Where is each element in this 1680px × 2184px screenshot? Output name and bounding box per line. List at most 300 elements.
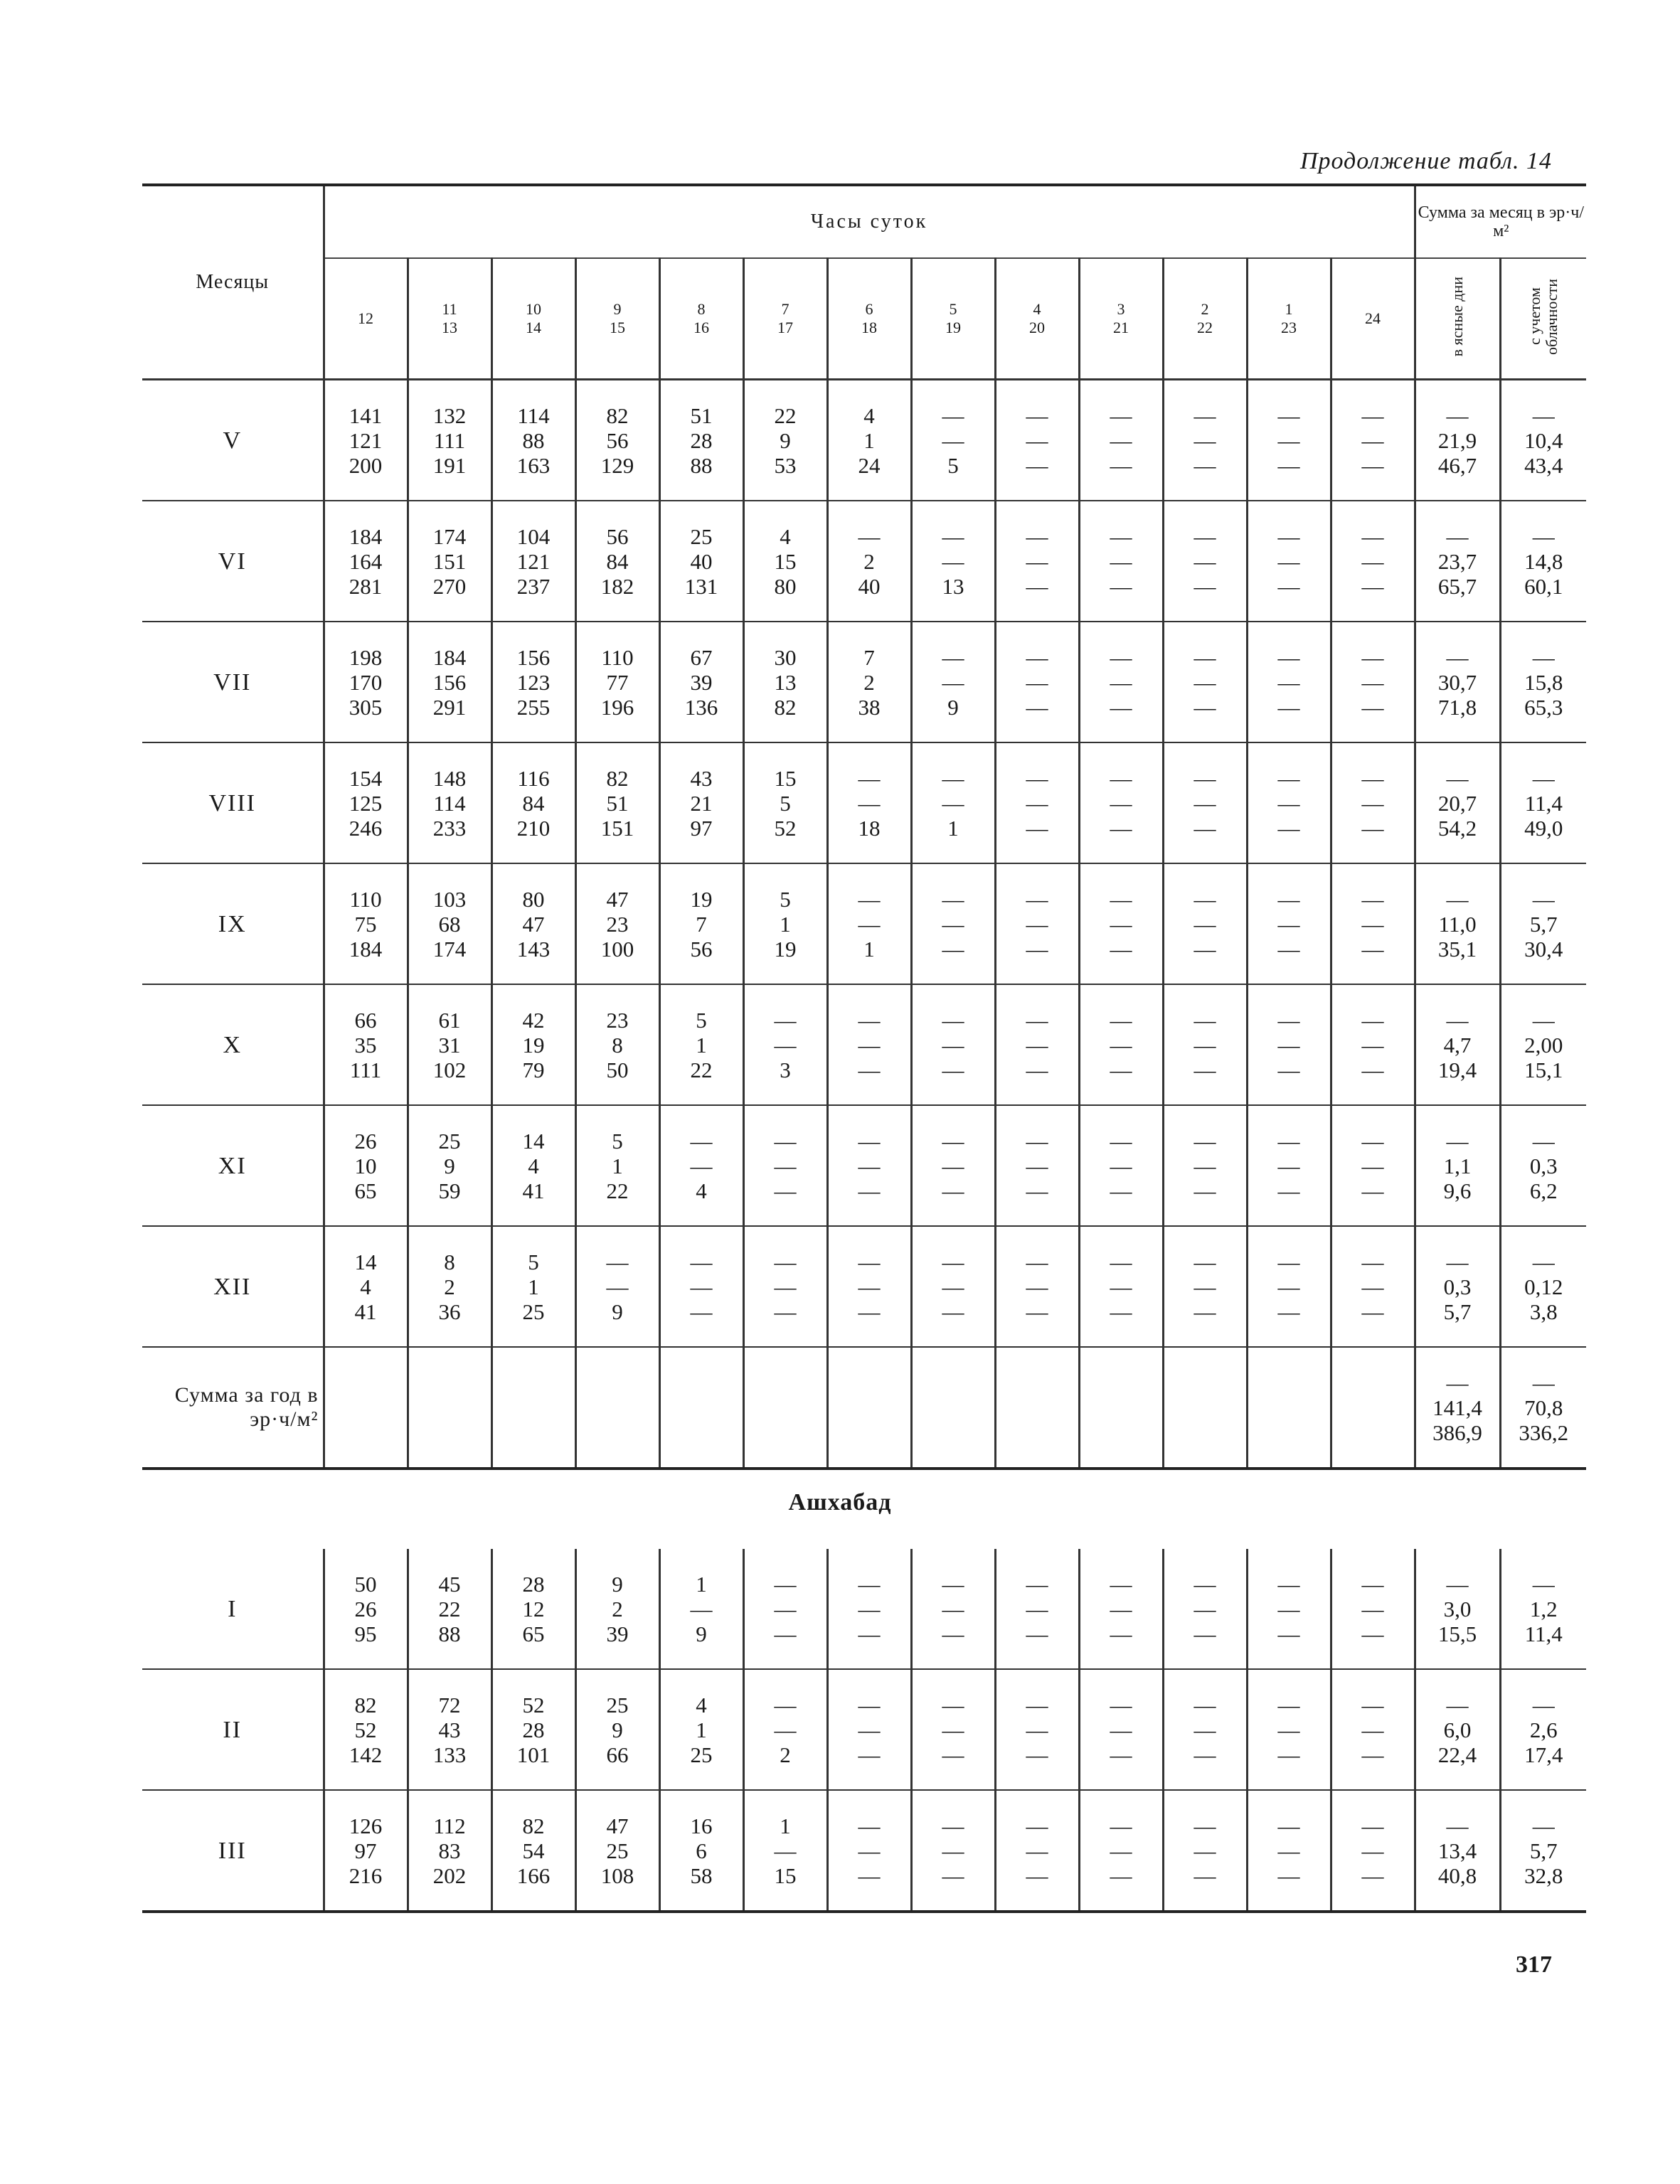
sum-value: 5,7 bbox=[1529, 911, 1558, 937]
cell-value: 54 bbox=[522, 1838, 545, 1863]
cell-value: 1 bbox=[696, 1571, 707, 1597]
cell-value: — bbox=[942, 427, 964, 453]
cell-value: — bbox=[1361, 573, 1384, 599]
hour-cell bbox=[1331, 1790, 1415, 1912]
cell-value: — bbox=[1110, 694, 1132, 720]
cell-value: 80 bbox=[774, 573, 797, 599]
hour-label: 12 bbox=[358, 309, 373, 327]
cell-value: — bbox=[606, 1274, 629, 1299]
sum-value: — bbox=[1446, 765, 1469, 791]
cell-value: — bbox=[1361, 1178, 1384, 1203]
cell-value: — bbox=[1026, 1717, 1048, 1742]
hour-cell bbox=[324, 1347, 408, 1469]
cell-value: — bbox=[1277, 1007, 1300, 1033]
hour-cell bbox=[995, 1549, 1079, 1669]
cell-value: — bbox=[1110, 452, 1132, 478]
cell-value: 13 bbox=[942, 573, 964, 599]
hour-cell bbox=[1163, 1226, 1247, 1347]
cell-value: 8 bbox=[444, 1249, 455, 1274]
sum-value: 19,4 bbox=[1437, 1057, 1477, 1082]
sum-cell bbox=[1500, 1669, 1586, 1790]
cell-value: — bbox=[1277, 1571, 1300, 1597]
hour-cell bbox=[911, 1790, 995, 1912]
cell-value: 52 bbox=[522, 1692, 545, 1717]
hour-cell bbox=[324, 1790, 408, 1912]
cell-value: 1 bbox=[696, 1032, 707, 1058]
sum-value: — bbox=[1532, 644, 1555, 670]
cell-value: 82 bbox=[606, 403, 629, 428]
cell-value: — bbox=[942, 1178, 964, 1203]
sum-value: 1,2 bbox=[1529, 1596, 1558, 1621]
cell-value: — bbox=[1110, 1863, 1132, 1888]
hour-cell bbox=[827, 742, 911, 863]
cell-value: — bbox=[1361, 644, 1384, 670]
hour-cell bbox=[659, 380, 743, 501]
cell-value: — bbox=[858, 1128, 881, 1154]
cell-value: — bbox=[1277, 1596, 1300, 1621]
cell-value: — bbox=[1277, 815, 1300, 841]
cell-value: — bbox=[858, 1571, 881, 1597]
hour-cell bbox=[1331, 622, 1415, 742]
sum-value: 14,8 bbox=[1524, 548, 1563, 574]
hour-cell bbox=[1331, 380, 1415, 501]
cell-value: — bbox=[1277, 1032, 1300, 1058]
cell-value: — bbox=[1277, 1813, 1300, 1838]
sum-cell bbox=[1500, 1226, 1586, 1347]
hour-cell bbox=[1163, 1549, 1247, 1669]
sum-value: — bbox=[1446, 1370, 1469, 1395]
hour-label: 6 bbox=[865, 300, 873, 318]
cell-value: — bbox=[1277, 573, 1300, 599]
sum-value: 0,3 bbox=[1443, 1274, 1472, 1299]
sum-value: — bbox=[1532, 523, 1555, 549]
cell-value: — bbox=[1026, 1692, 1048, 1717]
sum-value: 65,3 bbox=[1524, 694, 1563, 720]
hour-cell bbox=[995, 622, 1079, 742]
sum-value: — bbox=[1446, 1571, 1469, 1597]
cell-value: 97 bbox=[354, 1838, 377, 1863]
cell-value: 24 bbox=[858, 452, 881, 478]
hour-cell bbox=[1079, 1226, 1163, 1347]
cell-value: — bbox=[606, 1249, 629, 1274]
cell-value: — bbox=[774, 1717, 797, 1742]
hour-cell bbox=[743, 1549, 827, 1669]
cell-value: — bbox=[1110, 548, 1132, 574]
hour-cell bbox=[1331, 1226, 1415, 1347]
hour-cell bbox=[491, 1347, 575, 1469]
cell-value: 39 bbox=[690, 669, 713, 695]
cell-value: 28 bbox=[522, 1571, 545, 1597]
ashgabat-table bbox=[142, 1549, 1586, 1913]
sum-cell bbox=[1500, 984, 1586, 1105]
cell-value: — bbox=[1361, 1128, 1384, 1154]
cell-value: — bbox=[1361, 1007, 1384, 1033]
cell-value: — bbox=[1026, 1813, 1048, 1838]
cell-value: — bbox=[1193, 886, 1216, 912]
cell-value: 72 bbox=[438, 1692, 461, 1717]
cell-value: — bbox=[858, 1596, 881, 1621]
cell-value: — bbox=[1277, 1863, 1300, 1888]
cell-value: 100 bbox=[600, 936, 634, 962]
cell-value: 19 bbox=[690, 886, 713, 912]
sum-cell bbox=[1415, 622, 1500, 742]
cell-value: 25 bbox=[606, 1838, 629, 1863]
cell-value: 28 bbox=[690, 427, 713, 453]
hour-cell bbox=[827, 380, 911, 501]
cell-value: — bbox=[1110, 911, 1132, 937]
cell-value: — bbox=[1110, 765, 1132, 791]
cell-value: — bbox=[1110, 886, 1132, 912]
hour-cell bbox=[491, 622, 575, 742]
cell-value: 142 bbox=[349, 1742, 383, 1767]
cell-value: 66 bbox=[606, 1742, 629, 1767]
sum-value: 43,4 bbox=[1524, 452, 1563, 478]
month-label: XI bbox=[142, 1105, 324, 1226]
table-row bbox=[142, 863, 1586, 984]
cell-value: — bbox=[1277, 1128, 1300, 1154]
cell-value: 237 bbox=[516, 573, 551, 599]
hour-column-header bbox=[659, 258, 743, 380]
sum-value: 60,1 bbox=[1524, 573, 1563, 599]
month-label: VIII bbox=[142, 742, 324, 863]
cell-value: — bbox=[1361, 1742, 1384, 1767]
cell-value: 166 bbox=[516, 1863, 551, 1888]
cell-value: 143 bbox=[516, 936, 551, 962]
cell-value: 174 bbox=[432, 936, 467, 962]
cell-value: 59 bbox=[438, 1178, 461, 1203]
sum-cell bbox=[1415, 1669, 1500, 1790]
cell-value: 43 bbox=[438, 1717, 461, 1742]
cell-value: 4 bbox=[360, 1274, 371, 1299]
cell-value: — bbox=[1277, 1692, 1300, 1717]
cell-value: 246 bbox=[349, 815, 383, 841]
hour-label: 17 bbox=[777, 319, 793, 336]
cell-value: — bbox=[1110, 1178, 1132, 1203]
cell-value: — bbox=[1193, 765, 1216, 791]
cell-value: 61 bbox=[438, 1007, 461, 1033]
hour-cell bbox=[1247, 380, 1331, 501]
cell-value: — bbox=[1110, 1249, 1132, 1274]
cell-value: 68 bbox=[438, 911, 461, 937]
cell-value: 270 bbox=[432, 573, 467, 599]
cell-value: 41 bbox=[522, 1178, 545, 1203]
sum-column-label: в ясные дни bbox=[1448, 276, 1467, 357]
cell-value: 22 bbox=[774, 403, 797, 428]
cell-value: — bbox=[1193, 1032, 1216, 1058]
cell-value: — bbox=[1277, 548, 1300, 574]
cell-value: 151 bbox=[432, 548, 467, 574]
cell-value: 255 bbox=[516, 694, 551, 720]
sum-value: — bbox=[1446, 644, 1469, 670]
cell-value: 21 bbox=[690, 790, 713, 816]
cell-value: 110 bbox=[349, 886, 382, 912]
cell-value: — bbox=[1026, 790, 1048, 816]
hour-cell bbox=[911, 1669, 995, 1790]
cell-value: 4 bbox=[696, 1692, 707, 1717]
hour-label: 1 bbox=[1285, 300, 1293, 318]
cell-value: — bbox=[1193, 790, 1216, 816]
hour-cell bbox=[324, 1105, 408, 1226]
sum-cell bbox=[1500, 863, 1586, 984]
hour-cell bbox=[1079, 501, 1163, 622]
cell-value: 216 bbox=[349, 1863, 383, 1888]
sum-cell bbox=[1500, 1790, 1586, 1912]
cell-value: 79 bbox=[522, 1057, 545, 1082]
sum-cell bbox=[1500, 1549, 1586, 1669]
cell-value: 110 bbox=[601, 644, 634, 670]
sum-value: 2,00 bbox=[1524, 1032, 1563, 1058]
cell-value: 141 bbox=[349, 403, 383, 428]
cell-value: — bbox=[1110, 1299, 1132, 1324]
cell-value: — bbox=[1361, 1813, 1384, 1838]
hour-cell bbox=[1247, 1549, 1331, 1669]
cell-value: 15 bbox=[774, 548, 797, 574]
cell-value: — bbox=[1193, 1299, 1216, 1324]
hour-label: 8 bbox=[697, 300, 706, 318]
hour-cell bbox=[575, 1347, 659, 1469]
cell-value: 58 bbox=[690, 1863, 713, 1888]
cell-value: — bbox=[1277, 1717, 1300, 1742]
cell-value: — bbox=[1026, 694, 1048, 720]
cell-value: 82 bbox=[606, 765, 629, 791]
cell-value: 42 bbox=[522, 1007, 545, 1033]
hour-column-header bbox=[995, 258, 1079, 380]
cell-value: 191 bbox=[432, 452, 467, 478]
cell-value: 9 bbox=[696, 1621, 707, 1646]
cell-value: 18 bbox=[858, 815, 881, 841]
cell-value: — bbox=[1277, 1153, 1300, 1178]
cell-value: 47 bbox=[522, 911, 545, 937]
cell-value: 151 bbox=[600, 815, 634, 841]
sum-value: 32,8 bbox=[1524, 1863, 1563, 1888]
cell-value: 154 bbox=[349, 765, 383, 791]
sum-column-header bbox=[1500, 258, 1586, 380]
cell-value: — bbox=[1361, 1863, 1384, 1888]
cell-value: — bbox=[942, 644, 964, 670]
cell-value: — bbox=[690, 1153, 713, 1178]
hour-cell bbox=[491, 1105, 575, 1226]
cell-value: — bbox=[774, 1178, 797, 1203]
cell-value: — bbox=[1277, 1742, 1300, 1767]
sum-value: 0,3 bbox=[1529, 1153, 1558, 1178]
sum-cell bbox=[1500, 742, 1586, 863]
cell-value: — bbox=[1110, 1128, 1132, 1154]
cell-value: 4 bbox=[780, 523, 791, 549]
sum-value: 11,4 bbox=[1524, 1621, 1563, 1646]
cell-value: — bbox=[1361, 1299, 1384, 1324]
month-label: VII bbox=[142, 622, 324, 742]
cell-value: — bbox=[1193, 1717, 1216, 1742]
sum-value: — bbox=[1532, 1370, 1555, 1395]
cell-value: — bbox=[1193, 573, 1216, 599]
cell-value: — bbox=[1026, 523, 1048, 549]
sum-value: 70,8 bbox=[1524, 1395, 1563, 1420]
cell-value: 182 bbox=[600, 573, 634, 599]
cell-value: — bbox=[1193, 403, 1216, 428]
hour-cell bbox=[995, 1790, 1079, 1912]
hour-cell bbox=[911, 863, 995, 984]
cell-value: — bbox=[1361, 911, 1384, 937]
cell-value: — bbox=[858, 1863, 881, 1888]
hour-cell bbox=[1163, 380, 1247, 501]
sum-value: — bbox=[1532, 765, 1555, 791]
sum-value: 10,4 bbox=[1524, 427, 1563, 453]
cell-value: 1 bbox=[612, 1153, 623, 1178]
table-row bbox=[142, 1347, 1586, 1469]
hour-cell bbox=[911, 380, 995, 501]
cell-value: — bbox=[1193, 523, 1216, 549]
cell-value: — bbox=[858, 886, 881, 912]
sum-value: 2,6 bbox=[1529, 1717, 1558, 1742]
cell-value: — bbox=[1361, 1596, 1384, 1621]
cell-value: 8 bbox=[612, 1032, 623, 1058]
cell-value: — bbox=[1193, 1007, 1216, 1033]
cell-value: — bbox=[1361, 1571, 1384, 1597]
cell-value: — bbox=[1110, 1621, 1132, 1646]
cell-value: — bbox=[942, 1057, 964, 1082]
hour-label: 13 bbox=[442, 319, 457, 336]
cell-value: — bbox=[1110, 403, 1132, 428]
cell-value: — bbox=[1193, 452, 1216, 478]
cell-value: 121 bbox=[516, 548, 551, 574]
cell-value: 19 bbox=[774, 936, 797, 962]
cell-value: — bbox=[1026, 1057, 1048, 1082]
cell-value: — bbox=[942, 911, 964, 937]
hour-column-header bbox=[743, 258, 827, 380]
cell-value: — bbox=[1277, 886, 1300, 912]
cell-value: — bbox=[942, 403, 964, 428]
cell-value: 184 bbox=[349, 936, 383, 962]
month-label: X bbox=[142, 984, 324, 1105]
cell-value: — bbox=[1026, 1299, 1048, 1324]
cell-value: — bbox=[1026, 1742, 1048, 1767]
hour-cell bbox=[1247, 1105, 1331, 1226]
month-label: Сумма за год в эр·ч/м² bbox=[142, 1347, 324, 1469]
cell-value: 30 bbox=[774, 644, 797, 670]
hour-cell bbox=[1079, 1790, 1163, 1912]
cell-value: — bbox=[858, 765, 881, 791]
hour-cell bbox=[995, 1347, 1079, 1469]
cell-value: — bbox=[1193, 1742, 1216, 1767]
cell-value: — bbox=[1193, 1153, 1216, 1178]
cell-value: — bbox=[942, 1571, 964, 1597]
hour-cell bbox=[1163, 1105, 1247, 1226]
hour-cell bbox=[491, 501, 575, 622]
cell-value: 84 bbox=[606, 548, 629, 574]
sum-value: 386,9 bbox=[1432, 1419, 1482, 1445]
cell-value: — bbox=[942, 548, 964, 574]
cell-value: — bbox=[942, 1742, 964, 1767]
hour-cell bbox=[743, 984, 827, 1105]
cell-value: 19 bbox=[522, 1032, 545, 1058]
cell-value: 5 bbox=[696, 1007, 707, 1033]
hour-cell bbox=[827, 1105, 911, 1226]
cell-value: 129 bbox=[600, 452, 634, 478]
table-row bbox=[142, 622, 1586, 742]
cell-value: — bbox=[1110, 936, 1132, 962]
sum-value: — bbox=[1532, 1692, 1555, 1717]
sum-value: 3,0 bbox=[1443, 1596, 1472, 1621]
cell-value: 202 bbox=[432, 1863, 467, 1888]
cell-value: — bbox=[858, 1057, 881, 1082]
cell-value: — bbox=[1361, 1032, 1384, 1058]
hour-cell bbox=[491, 1549, 575, 1669]
cell-value: — bbox=[1277, 911, 1300, 937]
cell-value: 12 bbox=[522, 1596, 545, 1621]
cell-value: 210 bbox=[516, 815, 551, 841]
cell-value: — bbox=[1026, 452, 1048, 478]
cell-value: — bbox=[1277, 523, 1300, 549]
sum-value: — bbox=[1532, 1128, 1555, 1154]
cell-value: 9 bbox=[947, 694, 959, 720]
hour-cell bbox=[408, 380, 491, 501]
hour-cell bbox=[659, 1669, 743, 1790]
cell-value: 50 bbox=[606, 1057, 629, 1082]
cell-value: — bbox=[1193, 1838, 1216, 1863]
cell-value: — bbox=[942, 1007, 964, 1033]
cell-value: — bbox=[1026, 911, 1048, 937]
cell-value: 2 bbox=[863, 548, 875, 574]
cell-value: — bbox=[1361, 936, 1384, 962]
sum-value: — bbox=[1446, 403, 1469, 428]
hour-cell bbox=[995, 984, 1079, 1105]
cell-value: 5 bbox=[528, 1249, 539, 1274]
cell-value: 2 bbox=[444, 1274, 455, 1299]
sum-value: 71,8 bbox=[1437, 694, 1477, 720]
sum-cell bbox=[1415, 501, 1500, 622]
month-label: III bbox=[142, 1790, 324, 1912]
cell-value: — bbox=[1193, 1863, 1216, 1888]
cell-value: — bbox=[1361, 1249, 1384, 1274]
cell-value: — bbox=[1026, 1863, 1048, 1888]
hour-cell bbox=[1247, 501, 1331, 622]
sum-value: — bbox=[1446, 523, 1469, 549]
table-row bbox=[142, 1669, 1586, 1790]
hour-cell bbox=[1079, 1105, 1163, 1226]
hour-cell bbox=[491, 1790, 575, 1912]
cell-value: — bbox=[1361, 669, 1384, 695]
cell-value: 305 bbox=[349, 694, 383, 720]
cell-value: — bbox=[1277, 790, 1300, 816]
cell-value: 56 bbox=[606, 523, 629, 549]
hour-cell bbox=[659, 1549, 743, 1669]
hour-cell bbox=[995, 1669, 1079, 1790]
hour-cell bbox=[1079, 863, 1163, 984]
sum-value: 11,0 bbox=[1438, 911, 1477, 937]
hour-cell bbox=[1331, 501, 1415, 622]
hour-cell bbox=[911, 742, 995, 863]
cell-value: 1 bbox=[780, 1813, 791, 1838]
cell-value: — bbox=[942, 1128, 964, 1154]
hour-cell bbox=[408, 1105, 491, 1226]
cell-value: — bbox=[1026, 644, 1048, 670]
sum-value: 15,8 bbox=[1524, 669, 1563, 695]
sum-value: 0,12 bbox=[1524, 1274, 1563, 1299]
cell-value: — bbox=[942, 1153, 964, 1178]
cell-value: 40 bbox=[858, 573, 881, 599]
cell-value: 39 bbox=[606, 1621, 629, 1646]
hour-cell bbox=[491, 1226, 575, 1347]
cell-value: 4 bbox=[696, 1178, 707, 1203]
hour-cell bbox=[827, 863, 911, 984]
cell-value: 156 bbox=[516, 644, 551, 670]
cell-value: — bbox=[774, 1692, 797, 1717]
hour-cell bbox=[408, 863, 491, 984]
cell-value: 9 bbox=[444, 1153, 455, 1178]
cell-value: — bbox=[942, 1621, 964, 1646]
sum-value: 49,0 bbox=[1524, 815, 1563, 841]
table-row bbox=[142, 380, 1586, 501]
